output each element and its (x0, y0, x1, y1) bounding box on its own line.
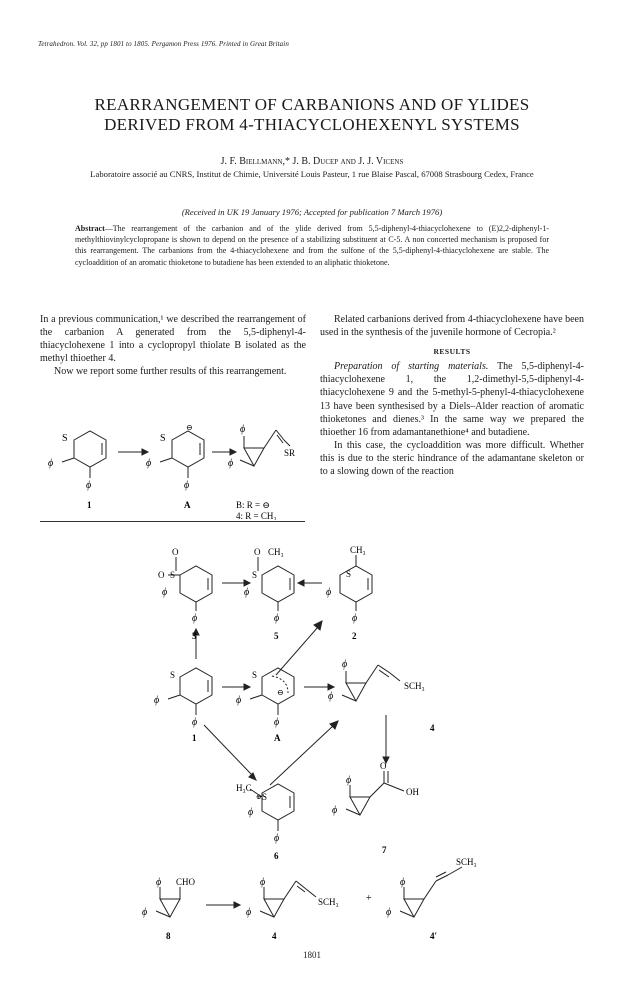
scheme1-label-1: 1 (87, 500, 92, 510)
c8-phi-b: ϕ (142, 907, 148, 918)
c4-SCH3: SCH₃ (404, 681, 425, 691)
scheme1-ring-A (172, 431, 204, 467)
label-8: 8 (166, 931, 171, 941)
left-column (40, 313, 306, 378)
scheme1-phi-1b: ϕ (86, 480, 92, 491)
p4-SCH3: SCH₃ (318, 897, 339, 907)
scheme1-phi-Ba: ϕ (240, 424, 246, 435)
scheme1-phi-Aa: ϕ (146, 458, 152, 469)
abstract-label: Abstract (75, 224, 105, 233)
authors: J. F. Biellmann,* J. B. Ducep and J. J. Vicens (220, 156, 404, 167)
c7-OH: OH (406, 787, 419, 797)
p4-phi-b: ϕ (246, 907, 252, 918)
p4p-phi-a: ϕ (400, 877, 406, 888)
cA-phi-a: ϕ (236, 695, 242, 706)
c8-CHO: CHO (176, 877, 196, 887)
c1-phi-a: ϕ (154, 695, 160, 706)
affiliation: Laboratoire associé au CNRS, Institut de Chimie, Université Louis Pasteur, 1 rue Blaise Pascal, 67008 Strasbourg Cedex, France (90, 169, 534, 179)
c1-S: S (170, 670, 176, 680)
c6-splus: ⊕ (256, 793, 262, 801)
c7-O: O (380, 761, 387, 771)
scheme1-anion: ⊖ (186, 423, 193, 432)
c5-phi-b: ϕ (274, 613, 280, 624)
c4-phi-b: ϕ (328, 691, 334, 702)
label-4prime: 4′ (430, 931, 438, 941)
plus-sign: + (366, 893, 372, 904)
c3-phi-b: ϕ (192, 613, 198, 624)
section-lead: Preparation of starting materials. (334, 361, 489, 373)
label-1: 1 (192, 733, 197, 743)
journal-header: Tetrahedron. Vol. 32, pp 1801 to 1805. Pergamon Press 1976. Printed in Great Britain (38, 40, 289, 48)
c1-phi-b: ϕ (192, 717, 198, 728)
right-paragraph-2 (320, 360, 584, 439)
label-5: 5 (274, 631, 279, 641)
compound-6-ring (262, 784, 294, 820)
c7-phi-b: ϕ (332, 805, 338, 816)
c5-S: S (252, 570, 258, 580)
label-2: 2 (352, 631, 357, 641)
compound-1-ring (180, 668, 212, 704)
label-4b: 4 (272, 931, 277, 941)
c3-phi-a: ϕ (162, 587, 168, 598)
right-paragraph-1: Related carbanions derived from 4-thiacyclohexene have been used in the synthesis of the juvenile hormone of Cecropia.² (320, 314, 584, 339)
compound-5-ring (262, 566, 294, 602)
label-3: 3 (192, 631, 197, 641)
c5-phi-a: ϕ (244, 587, 250, 598)
compound-2-ring (340, 566, 372, 602)
right-column (320, 313, 584, 478)
compound-3-ring (180, 566, 212, 602)
label-A: A (274, 733, 281, 743)
scheme1-label-A: A (184, 500, 191, 510)
c3-O-top: O (172, 547, 179, 557)
c2-CH3: CH₃ (350, 545, 366, 555)
c6-H3C: H₃C (236, 783, 252, 793)
scheme1-label-4: 4: R = CH₃ (236, 511, 277, 520)
left-paragraph-1: In a previous communication,¹ we described the rearrangement of the carbanion A generated from the 5,5-diphenyl-4-thiacyclohexene 1 into a cyclopropyl thiolate B isolated as the methyl thioether 4. (40, 314, 306, 365)
p4p-phi-b: ϕ (386, 907, 392, 918)
abstract (75, 223, 549, 268)
scheme-1 (40, 400, 306, 520)
label-4: 4 (430, 723, 435, 733)
label-7: 7 (382, 845, 387, 855)
c3-O-left: O (158, 570, 165, 580)
c6-phi-a: ϕ (248, 807, 254, 818)
p4p-SCH3: SCH₃ (456, 857, 477, 867)
c8-phi-a: ϕ (156, 877, 162, 888)
scheme1-S-1: S (62, 433, 68, 444)
abstract-text: —The rearrangement of the carbanion and of the ylide derived from 5,5-diphenyl-4-thiacyclohexene to (E)2,2-diphenyl-1-methylthiovinylcyclopropane is shown to depend on the presence of a stabilizing substituent at C-5. A non concerted mechanism is proposed for this rearrangement. The carbanions from the 4-thiacyclohexene and from the sulfone of the 5,5-diphenyl-4-thiacyclohexene are stable. The cycloaddition of an aromatic thioketone to butadiene has been extended to an aliphatic thioketone. (75, 224, 549, 267)
c2-phi-a: ϕ (326, 587, 332, 598)
c2-phi-b: ϕ (352, 613, 358, 624)
c6-phi-b: ϕ (274, 833, 280, 844)
page-number: 1801 (303, 950, 321, 960)
right-paragraph-2-text: The 5,5-diphenyl-4-thiacyclohexene 1, the 1,2-dimethyl-5,5-diphenyl-4-thiacyclohexene 9 and the 5-methyl-5-phenyl-4-thiacyclohexene 13 have been synthesised by a Diels–Alder reaction of aromatic thioketones and dienes.³ In the same way we prepared the thioether 16 from adamantanethione⁴ and butadiene. (320, 361, 584, 438)
c6-S: S (262, 792, 268, 802)
scheme-2 (0, 535, 624, 945)
c5-O: O (254, 547, 261, 557)
cA-anion: ⊖ (277, 688, 284, 697)
p4-phi-a: ϕ (260, 877, 266, 888)
right-paragraph-3: In this case, the cycloaddition was more difficult. Whether this is due to the steric hindrance of the adamantane skeleton or to a slowing down of the reaction (320, 439, 584, 478)
cA-S: S (252, 670, 258, 680)
c4-phi-a: ϕ (342, 659, 348, 670)
scheme1-label-B: B: R = ⊖ (236, 500, 270, 510)
scheme1-SR: SR (284, 448, 296, 458)
results-heading: RESULTS (433, 347, 471, 357)
label-6: 6 (274, 851, 279, 861)
column-rule (40, 521, 305, 522)
c3-S: S (170, 570, 176, 580)
received-dates: (Received in UK 19 January 1976; Accepted for publication 7 March 1976) (181, 207, 443, 217)
article-title (40, 95, 584, 135)
cA-phi-b: ϕ (274, 717, 280, 728)
c5-CH3: CH₃ (268, 547, 284, 557)
title-line-1: REARRANGEMENT OF CARBANIONS AND OF YLIDES (94, 95, 530, 114)
scheme1-ring-1 (74, 431, 106, 467)
title-line-2: DERIVED FROM 4-THIACYCLOHEXENYL SYSTEMS (104, 115, 520, 134)
scheme1-phi-1a: ϕ (48, 458, 54, 469)
c2-S: S (346, 569, 352, 579)
scheme1-phi-Bb: ϕ (228, 458, 234, 469)
left-paragraph-2: Now we report some further results of this rearrangement. (54, 366, 287, 378)
scheme1-phi-Ab: ϕ (184, 480, 190, 491)
c7-phi-a: ϕ (346, 775, 352, 786)
scheme1-S-A: S (160, 433, 166, 444)
